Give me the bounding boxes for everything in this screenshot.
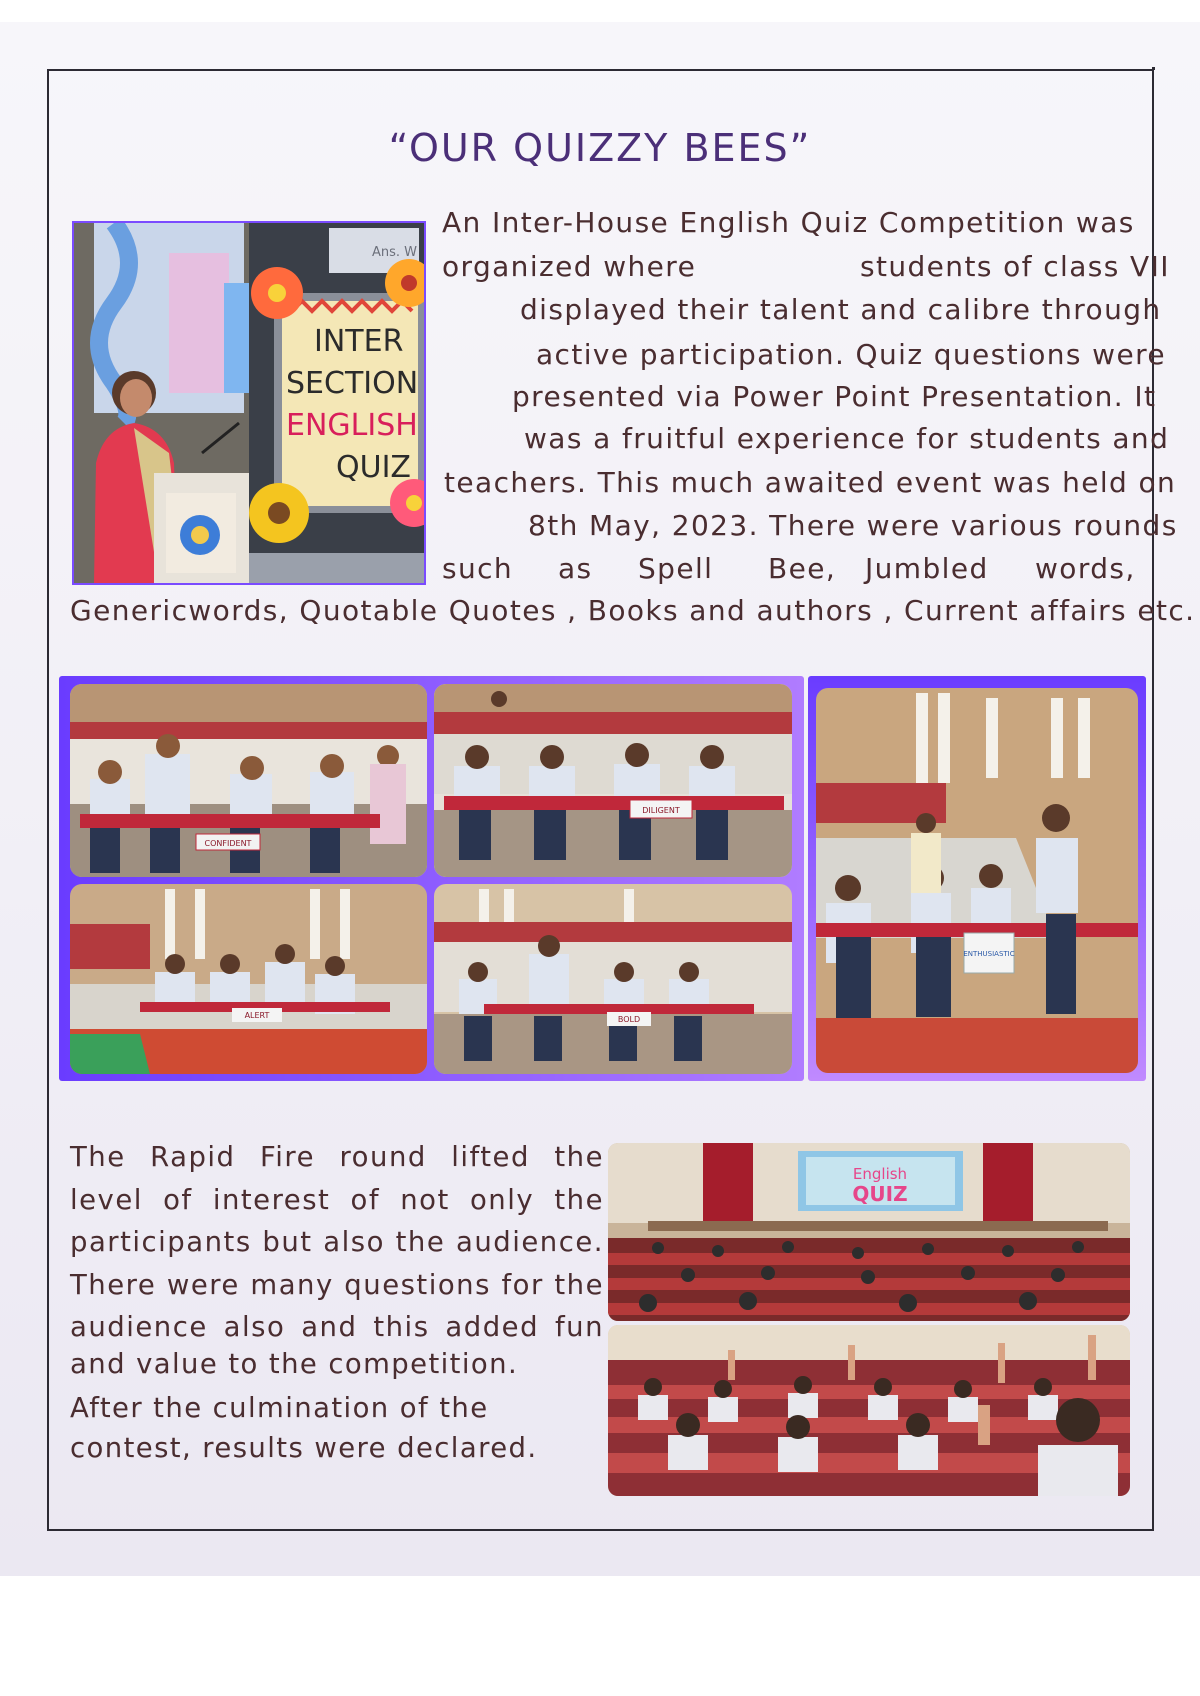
rapid-fire-line-6: and value to the competition.: [70, 1348, 519, 1380]
sign-confident: CONFIDENT: [204, 839, 252, 848]
frame-corner-mark: [1152, 67, 1155, 70]
intro-line-3: displayed their talent and calibre through: [520, 293, 1162, 326]
intro-line-9-spell: Spell: [638, 552, 714, 585]
intro-line-6: was a fruitful experience for students and: [524, 422, 1170, 455]
photo-team-alert: [70, 884, 427, 1074]
intro-line-1: An Inter-House English Quiz Competition was: [442, 206, 1135, 239]
sign-enthusiastic: ENTHUSIASTIC: [963, 950, 1015, 958]
rapid-fire-line-1: The Rapid Fire round lifted the: [70, 1141, 604, 1173]
rapid-fire-line-4: There were many questions for the: [70, 1268, 604, 1301]
intro-line-9-jumbled: Jumbled: [865, 552, 989, 585]
board-corner-text: Ans. W: [372, 245, 418, 260]
intro-line-9-words: words,: [1035, 552, 1136, 585]
intro-line-5: presented via Power Point Presentation. It: [512, 380, 1157, 413]
photo-team-bold: [434, 884, 792, 1074]
intro-line-2a: organized where: [442, 250, 697, 283]
rapid-fire-paragraph: [70, 1136, 604, 1349]
rapid-fire-line-5: audience also and this added fun: [70, 1311, 604, 1344]
sign-bold: BOLD: [617, 1015, 641, 1024]
photo-team-enthusiastic: [816, 688, 1138, 1073]
sign-diligent: DILIGENT: [642, 806, 680, 815]
frame-top-rule: [47, 69, 1154, 71]
frame-bottom-rule: [47, 1529, 1154, 1531]
board-word-4: QUIZ: [336, 450, 411, 485]
photo-team-confident: [70, 684, 427, 877]
intro-line-7: teachers. This much awaited event was held on: [444, 466, 1177, 499]
board-word-3: ENGLISH: [286, 408, 418, 443]
intro-line-9-such: such: [442, 552, 514, 585]
screen-text-2: QUIZ: [852, 1182, 908, 1206]
intro-line-10: Genericwords, Quotable Quotes , Books and authors , Current affairs etc.: [70, 594, 1196, 627]
rapid-fire-line-7: After the culmination of the: [70, 1392, 489, 1424]
board-word-1: INTER: [314, 324, 404, 359]
rapid-fire-line-8: contest, results were declared.: [70, 1432, 538, 1464]
intro-line-4: active participation. Quiz questions were: [536, 338, 1167, 371]
page-title: “OUR QUIZZY BEES”: [388, 126, 812, 170]
board-word-2: SECTION: [286, 366, 419, 401]
intro-line-9-bee: Bee,: [768, 552, 837, 585]
rapid-fire-line-2: level of interest of not only the: [70, 1183, 604, 1216]
frame-left-rule: [47, 70, 49, 1530]
intro-line-8: 8th May, 2023. There were various rounds: [528, 509, 1178, 542]
intro-line-9-as: as: [558, 552, 593, 585]
photo-audience-hands-raised: [608, 1325, 1130, 1496]
intro-line-2b: students of class VII: [860, 250, 1170, 283]
photo-team-diligent: [434, 684, 792, 877]
sign-alert: ALERT: [244, 1011, 270, 1020]
screen-text-1: English: [852, 1165, 908, 1183]
photo-presenter-quiz-board: [72, 221, 426, 585]
photo-auditorium-screen: [608, 1143, 1130, 1321]
rapid-fire-line-3: participants but also the audience.: [70, 1226, 604, 1259]
frame-right-rule: [1152, 70, 1154, 1530]
